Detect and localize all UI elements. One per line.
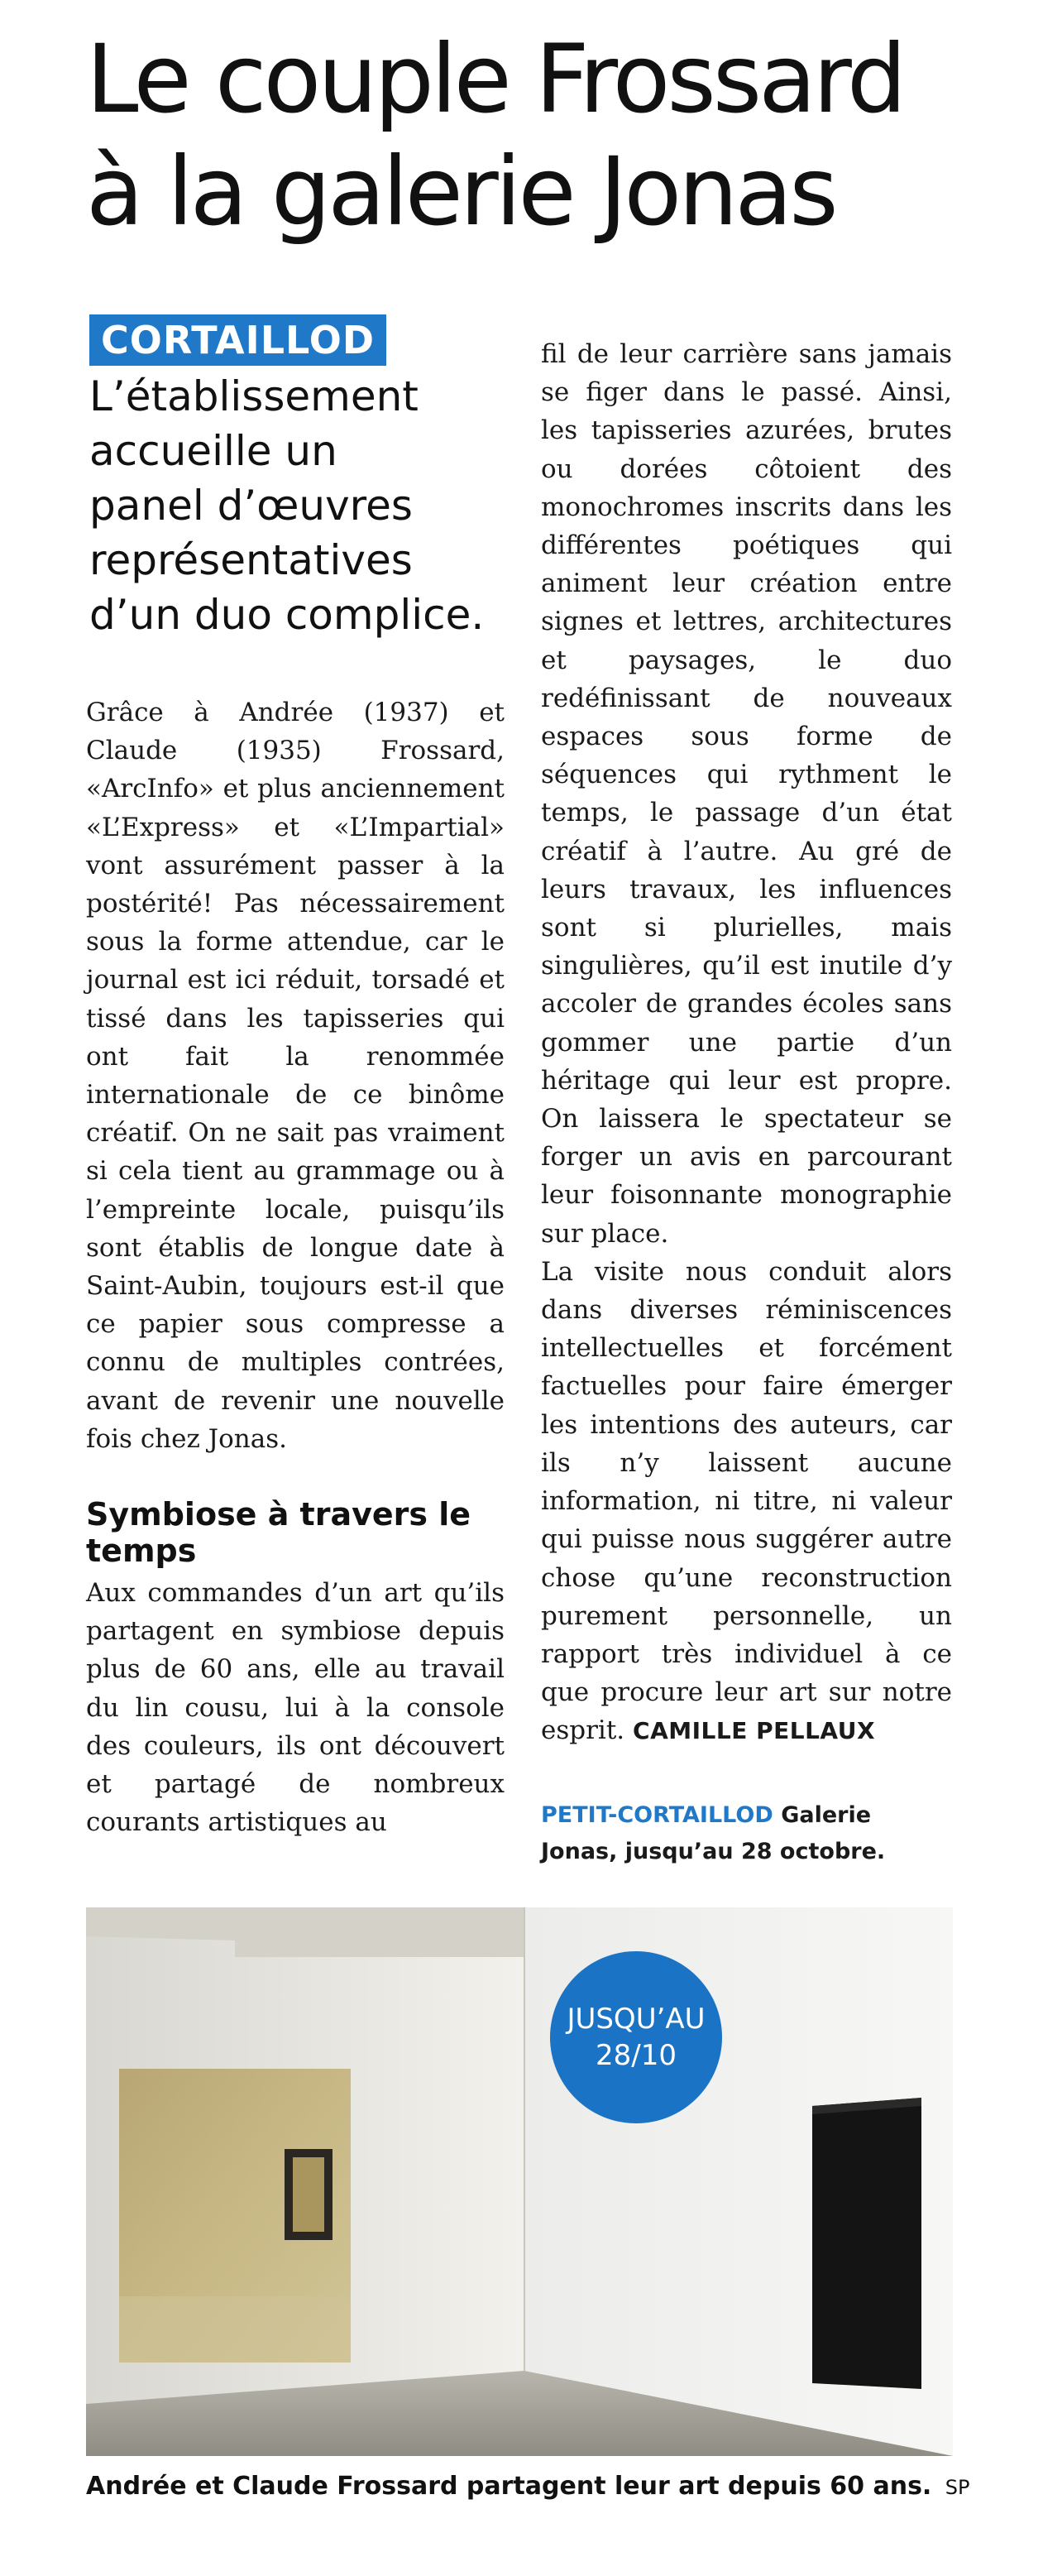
- body-column-left: [86, 693, 505, 1841]
- gallery-interior-illustration: [86, 1907, 953, 2456]
- info-location: PETIT-CORTAILLOD: [541, 1802, 773, 1828]
- body-paragraph-2: [86, 1574, 505, 1841]
- event-info: [541, 1797, 954, 1870]
- body-paragraph-1: Grâce à Andrée (1937) et Claude (1935) Frossard, «ArcInfo» et plus anciennement «L’Express» et «L’Impartial» vont assurément passer à la postérité! Pas nécessairement sous la forme attendue, car le journal est ici réduit, torsadé et tissé dans les tapisseries qui ont fait la renommée internationale de ce binôme créatif. On ne sait pas vraiment si cela tient au grammage ou à l’empreinte locale, puisqu’ils sont établis de longue date à Saint-Aubin, toujours est-il que ce papier sous compresse a connu de multiples contrées, avant de revenir une nouvelle fois chez Jonas.: [86, 698, 505, 1454]
- lede-line: d’un duo complice.: [89, 591, 485, 639]
- black-monochrome: [812, 2098, 921, 2389]
- photo-credit: SP: [945, 2476, 970, 2499]
- lede-line: panel d’œuvres: [89, 482, 413, 530]
- body-paragraph-2-continued: [541, 335, 952, 1253]
- caption-text: Andrée et Claude Frossard partagent leur art depuis 60 ans.: [86, 2472, 932, 2501]
- lede-line: accueille un: [89, 427, 337, 475]
- lede-line: représentatives: [89, 536, 413, 584]
- article-title: [86, 23, 1012, 248]
- gallery-photo: [86, 1907, 953, 2456]
- date-badge: [550, 1951, 722, 2123]
- photo-caption: [86, 2470, 970, 2504]
- lede-line: L’établissement: [89, 372, 419, 420]
- title-line-2: à la galerie Jonas: [86, 137, 835, 247]
- body-paragraph-2-part: fil de leur carrière sans jamais se figer dans le passé. Ainsi, les tapisseries azurées, brutes ou dorées côtoient des monochromes inscrits dans les différentes poétiques qui animent leur création entre signes et lettres, architectures et paysages, le duo redéfinissant de nouveaux espaces sous forme de séquences qui rythment le temps, le passage d’un état créatif à l’autre. Au gré de leurs travaux, les influences sont si plurielles, mais singulières, qu’il est inutile d’y accoler de grandes écoles sans gommer une partie d’un héritage qui leur est propre. On laissera le spectateur se forger un avis en parcourant leur foisonnante monographie sur place.: [541, 339, 952, 1249]
- body-paragraph-2-part: Aux commandes d’un art qu’ils partagent en symbiose depuis plus de 60 ans, elle au travail du lin cousu, lui à la console des couleurs, ils ont découvert et partagé de nombreux courants artistiques au: [86, 1578, 505, 1838]
- article-lede: [89, 369, 519, 642]
- body-paragraph-3: [541, 1253, 952, 1751]
- author-signature: CAMILLE PELLAUX: [633, 1717, 876, 1745]
- location-kicker: CORTAILLOD: [89, 314, 386, 366]
- paragraph-3-text: La visite nous conduit alors dans diverses réminiscences intellectuelles et forcément factuelles pour faire émerger les intentions des auteurs, car ils n’y laissent aucune information, ni titre, ni valeur qui puisse nous suggérer autre chose qu’une reconstruction purement personnelle, un rapport très individuel à ce que procure leur art sur notre esprit.: [541, 1256, 952, 1746]
- info-details: Galerie Jonas, jusqu’au 28 octobre.: [541, 1802, 886, 1864]
- body-column-right: [541, 335, 952, 1751]
- subheading: Symbiose à travers le temps: [86, 1496, 471, 1570]
- title-line-1: Le couple Frossard: [86, 24, 904, 134]
- badge-line-2: 28/10: [596, 2039, 677, 2072]
- badge-line-1: JUSQU’AU: [567, 2003, 706, 2036]
